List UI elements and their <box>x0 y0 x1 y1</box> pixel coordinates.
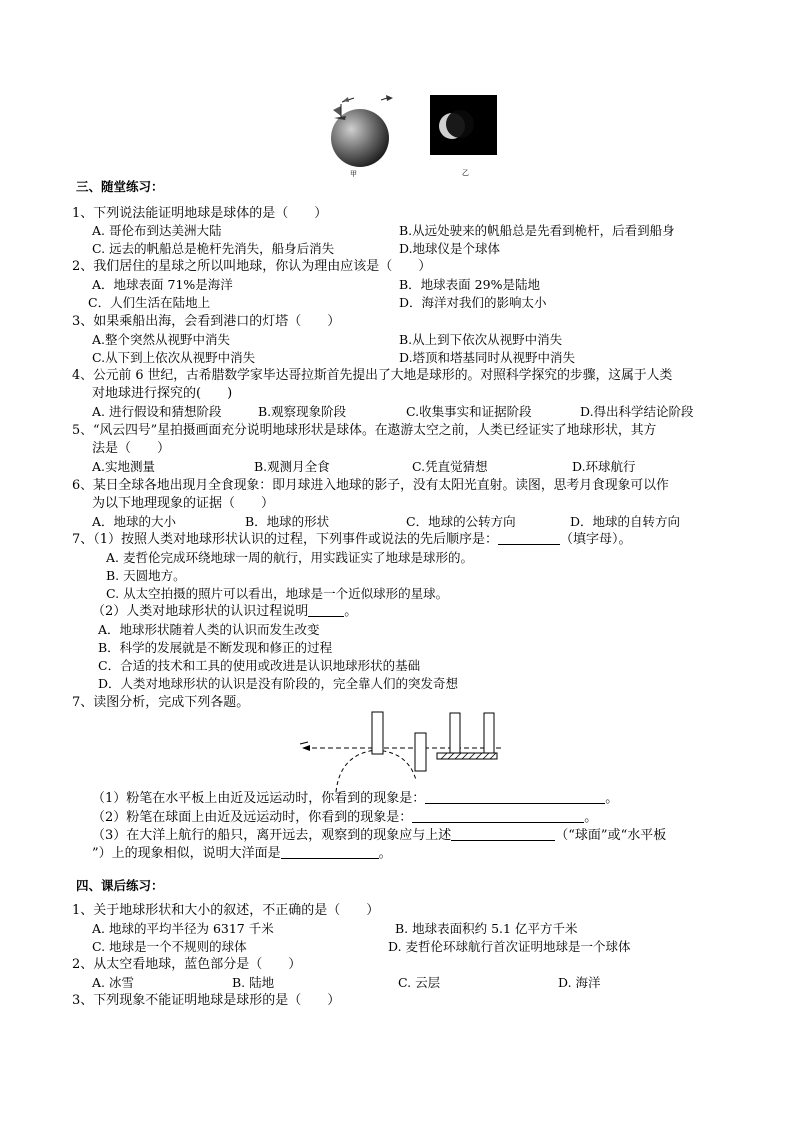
chalk-experiment-figure <box>296 708 504 794</box>
q4-option-b: B.观察现象阶段 <box>258 404 347 419</box>
section-title-3: 三、随堂练习： <box>76 179 164 194</box>
q2-stem: 2、我们居住的星球之所以叫地球，你认为理由应该是（ ） <box>72 259 432 274</box>
s4-q3-stem: 3、下列现象不能证明地球是球形的是（ ） <box>72 993 341 1008</box>
figure-caption-left: 甲 <box>350 170 357 178</box>
chalk-top <box>372 712 383 754</box>
q4-stem-line2: 对地球进行探究的( ) <box>92 386 233 401</box>
sphere-surface-arc <box>336 750 416 792</box>
q5-stem-line1: 5、“风云四号”星拍摄画面充分说明地球形状是球体。在遨游太空之前，人类已经证实了地球形状，其方 <box>72 423 657 438</box>
q3-stem: 3、如果乘船出海，会看到港口的灯塔（ ） <box>72 314 341 329</box>
q6-option-a: A．地球的大小 <box>92 514 177 529</box>
lunar-eclipse-photo <box>430 95 498 177</box>
q1-stem: 1、下列说法能证明地球是球体的是（ ） <box>72 206 328 221</box>
q7-option-b: B．科学的发展就是不断发现和修正的过程 <box>98 640 333 655</box>
q6-stem-line1: 6、某日全球各地出现月全食现象：即月球进入地球的影子，没有太阳光直射。读图，思考月食现象可以作 <box>72 478 669 493</box>
s4-q2-option-a: A. 冰雪 <box>92 975 134 990</box>
q8-sub3-blank[interactable] <box>451 827 555 841</box>
s4-q1-option-a: A. 地球的平均半径为 6317 千米 <box>92 921 274 936</box>
q6-option-b: B．地球的形状 <box>245 514 330 529</box>
q8-sub3-blank-2[interactable] <box>281 845 379 859</box>
q8-sub3-line2-text: ”）上的现象相似，说明大洋面是 <box>92 846 281 861</box>
q5-option-c: C.凭直觉猜想 <box>412 459 488 474</box>
q1-option-a: A. 哥伦布到达美洲大陆 <box>92 223 222 238</box>
q3-option-a: A.整个突然从视野中消失 <box>92 332 231 347</box>
q7-part2-blank[interactable] <box>308 603 344 617</box>
q5-option-a: A.实地测量 <box>92 459 156 474</box>
q7-part2 <box>92 603 357 620</box>
q2-option-a: A．地球表面 71%是海洋 <box>92 277 233 292</box>
s4-q1-option-b: B. 地球表面积约 5.1 亿平方千米 <box>395 921 578 936</box>
earth-ship-figure <box>326 94 396 178</box>
q8-sub3-line2 <box>92 845 392 862</box>
ship-icon-left <box>333 104 346 120</box>
q8-sub3-line2-end: 。 <box>378 846 392 861</box>
s4-q2-option-b: B. 陆地 <box>232 975 275 990</box>
q6-stem-line2: 为以下地理现象的证据（ ） <box>92 496 275 511</box>
q1-option-c: C. 远去的帆船总是桅杆先消失，船身后消失 <box>92 241 335 256</box>
q1-option-d: D.地球仪是个球体 <box>399 241 501 256</box>
q5-stem-line2: 法是（ ） <box>92 441 171 456</box>
s4-q1-option-c: C. 地球是一个不规则的球体 <box>92 939 247 954</box>
q8-sub2-blank[interactable] <box>412 809 584 823</box>
q7-event-c: C. 从太空拍摄的照片可以看出，地球是一个近似球形的星球。 <box>106 586 449 601</box>
q7-part1-blank[interactable] <box>498 531 560 545</box>
ship-icon-top <box>342 97 354 102</box>
eye-icon <box>300 742 310 751</box>
s4-q2-option-d: D. 海洋 <box>558 975 601 990</box>
q8-sub1-text: （1）粉笔在水平板上由近及远运动时，你看到的现象是： <box>92 791 426 806</box>
q6-option-d: D．地球的自转方向 <box>570 514 681 529</box>
chalk-board-2 <box>484 713 494 753</box>
section-title-4: 四、课后练习： <box>76 878 164 893</box>
q2-option-b: B．地球表面 29%是陆地 <box>399 277 540 292</box>
q7-part1 <box>72 531 632 548</box>
q5-option-b: B.观测月全食 <box>254 459 330 474</box>
ship-icon-right <box>381 95 393 101</box>
q7-part2-suffix: 。 <box>344 604 358 619</box>
s4-q1-stem: 1、关于地球形状和大小的叙述，不正确的是（ ） <box>72 903 380 918</box>
figure-caption-right: 乙 <box>462 169 469 177</box>
q8-sub1 <box>92 790 618 807</box>
q8-sub3 <box>92 827 666 844</box>
chalk-side <box>415 733 426 771</box>
q5-option-d: D.环球航行 <box>572 459 636 474</box>
q8-sub1-blank[interactable] <box>425 790 605 804</box>
q7-part1-text: 7、（1）按照人类对地球形状认识的过程，下列事件或说法的先后顺序是： <box>72 532 499 547</box>
q8-sub1-end: 。 <box>605 791 619 806</box>
q6-option-c: C．地球的公转方向 <box>406 514 516 529</box>
s4-q2-option-c: C. 云层 <box>398 975 441 990</box>
q7-option-c: C．合适的技术和工具的使用或改进是认识地球形状的基础 <box>98 658 421 673</box>
q8-sub3-text: （3）在大洋上航行的船只，离开远去，观察到的现象应与上述 <box>92 828 452 843</box>
q8-sub2-text: （2）粉笔在球面上由近及远运动时，你看到的现象是： <box>92 810 413 825</box>
q4-option-c: C.收集事实和证据阶段 <box>406 404 532 419</box>
q3-option-c: C.从下到上依次从视野中消失 <box>92 350 256 365</box>
q7-option-a: A．地球形状随着人类的认识而发生改变 <box>98 622 320 637</box>
q8-sub2-end: 。 <box>584 810 598 825</box>
q3-option-d: D.塔顶和塔基同时从视野中消失 <box>399 350 576 365</box>
q7-option-d: D．人类对地球形状的认识是没有阶段的，完全靠人们的突发奇想 <box>98 676 459 691</box>
q8-sub2 <box>92 809 597 826</box>
s4-q2-stem: 2、从太空看地球，蓝色部分是（ ） <box>72 957 302 972</box>
q4-option-d: D.得出科学结论阶段 <box>580 404 694 419</box>
chalk-board-1 <box>450 713 460 753</box>
q1-option-b: B.从远处驶来的帆船总是先看到桅杆，后看到船身 <box>399 223 675 238</box>
q7-event-b: B. 天圆地方。 <box>106 568 186 583</box>
q2-option-c: C．人们生活在陆地上 <box>88 295 211 310</box>
q8-sub3-suffix: （“球面”或“水平板 <box>555 828 667 843</box>
q3-option-b: B.从上到下依次从视野中消失 <box>399 332 563 347</box>
s4-q1-option-d: D. 麦哲伦环球航行首次证明地球是一个球体 <box>388 939 631 954</box>
q4-option-a: A. 进行假设和猜想阶段 <box>92 404 222 419</box>
q8-stem: 7、读图分析，完成下列各题。 <box>72 695 250 710</box>
q4-stem-line1: 4、公元前 6 世纪，古希腊数学家毕达哥拉斯首先提出了大地是球形的。对照科学探究的步骤，这属于人类 <box>72 368 673 383</box>
q7-event-a: A. 麦哲伦完成环绕地球一周的航行，用实践证实了地球是球形的。 <box>106 550 473 565</box>
q2-option-d: D．海洋对我们的影响太小 <box>399 295 547 310</box>
q7-part2-text: （2）人类对地球形状的认识过程说明 <box>92 604 309 619</box>
q7-part1-suffix: （填字母）。 <box>560 532 632 547</box>
